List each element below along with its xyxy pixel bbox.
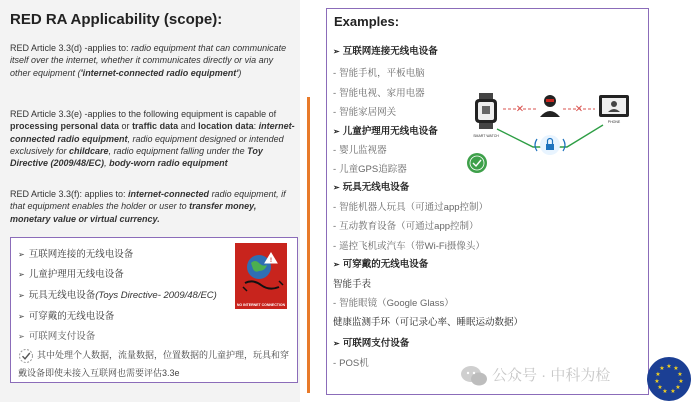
summary-item-label: 互联网连接的无线电设备	[28, 249, 134, 260]
arrow-bullet-icon: ➢	[333, 127, 340, 136]
wechat-icon	[460, 364, 488, 388]
p2-designed: , radio equipment designed or intended exclusively for	[10, 133, 284, 156]
phone-label: PHONE	[607, 120, 621, 124]
watermark	[458, 356, 692, 402]
example-text: 智能电视、家用电器	[339, 88, 425, 99]
p2-or: or	[119, 121, 133, 132]
eu-flag-icon	[646, 356, 692, 402]
example-text: 婴儿监视器	[339, 145, 387, 156]
summary-item	[18, 246, 133, 260]
scope-panel	[0, 0, 300, 402]
svg-text:★: ★	[655, 371, 661, 378]
arrow-bullet-icon: ➢	[333, 47, 340, 56]
article-3-3f-paragraph	[10, 188, 296, 225]
p3-transfer-money: transfer money, monetary value or virtual currency.	[10, 201, 257, 224]
summary-item-label: 儿童护理用无线电设备	[28, 269, 124, 280]
example-item	[333, 199, 488, 213]
poster-caption: NO INTERNET CONNECTION	[236, 303, 286, 307]
summary-item	[18, 266, 124, 280]
cross-icon: ✕	[515, 104, 525, 115]
example-text: 玩具无线电设备	[342, 182, 410, 193]
p2-lead: RED Article 3.3(e) -applies to the following equipment is capable of	[10, 109, 277, 119]
p2-toy-directive: Toy Directive (2009/48/EC)	[10, 145, 263, 169]
example-text: 智能手机，平板电脑	[339, 68, 425, 79]
example-text: 智能手表	[333, 279, 372, 290]
p2-body-worn: body-worn radio equipment	[109, 158, 228, 169]
summary-item-label: 可联网支付设备	[28, 331, 96, 342]
svg-text:★: ★	[675, 384, 681, 391]
p2-traffic-data: traffic data	[132, 121, 179, 132]
dash-bullet: -	[333, 68, 337, 79]
example-category	[333, 43, 438, 57]
svg-text:★: ★	[670, 388, 676, 395]
summary-item	[18, 308, 114, 322]
arrow-bullet-icon: ➢	[18, 312, 25, 321]
example-category	[333, 256, 428, 270]
example-text: 健康监测手环（可记录心率、睡眠运动数据）	[333, 317, 524, 328]
p2-falling: , radio equipment falling under the	[108, 145, 248, 156]
example-category	[333, 179, 409, 193]
dash-bullet: -	[333, 88, 337, 99]
example-text: 互联网连接无线电设备	[342, 46, 438, 57]
svg-text:★: ★	[654, 378, 660, 385]
green-certification-badge-icon	[467, 153, 487, 173]
summary-item-label: 可穿戴的无线电设备	[28, 311, 115, 322]
svg-text:★: ★	[666, 363, 672, 370]
example-item	[333, 161, 407, 175]
scope-title: RED RA Applicability (scope):	[10, 11, 223, 28]
summary-note	[18, 346, 293, 382]
dash-bullet: -	[333, 107, 337, 118]
p2-and: and	[178, 121, 199, 132]
example-item	[333, 276, 371, 290]
example-category	[333, 123, 438, 137]
arrow-bullet-icon: ➢	[18, 270, 25, 279]
example-text: 儿童GPS追踪器	[339, 164, 407, 175]
p1-body: radio equipment that can communicate itself over the internet, whether it communicates directly or via any other equipment (	[10, 43, 287, 78]
summary-item	[18, 287, 217, 301]
example-item	[333, 85, 425, 99]
no-internet-poster-image	[235, 243, 287, 309]
p2-colon: :	[253, 121, 259, 132]
device-connection-diagram	[467, 89, 637, 179]
watch-label: SMART WATCH	[473, 134, 499, 138]
p2-comma: ,	[104, 158, 110, 169]
phone-icon	[599, 95, 629, 117]
example-text: 遥控飞机或汽车（带Wi-Fi摄像头）	[339, 241, 485, 252]
dash-bullet: -	[333, 241, 337, 252]
svg-text:★: ★	[678, 378, 684, 385]
example-item	[333, 65, 425, 79]
summary-item-label: 玩具无线电设备	[28, 290, 96, 301]
arrow-bullet-icon: ➢	[18, 250, 25, 259]
svg-text:★: ★	[662, 388, 668, 395]
svg-text:★: ★	[673, 365, 679, 372]
arrow-bullet-icon: ➢	[333, 183, 340, 192]
dash-bullet: -	[333, 202, 337, 213]
article-3-3e-paragraph	[10, 108, 296, 169]
example-text: 儿童护理用无线电设备	[342, 126, 438, 137]
article-3-3d-paragraph	[10, 42, 296, 79]
p3-lead: RED Article 3.3(f): applies to:	[10, 189, 129, 199]
example-item	[333, 314, 523, 328]
example-text: POS机	[339, 358, 369, 369]
example-text: 智能机器人玩具（可通过app控制）	[339, 202, 489, 213]
example-item	[333, 238, 485, 252]
smartwatch-icon	[475, 93, 497, 129]
p2-childcare: childcare	[69, 145, 109, 156]
arrow-bullet-icon: ➢	[333, 339, 340, 348]
svg-text:!: !	[270, 258, 272, 264]
examples-title: Examples:	[334, 14, 400, 29]
orange-divider	[307, 97, 310, 393]
example-item	[333, 142, 387, 156]
arrow-bullet-icon: ➢	[333, 260, 340, 269]
example-text: 可穿戴的无线电设备	[342, 259, 429, 270]
dash-bullet: -	[333, 221, 337, 232]
globe-warning-icon	[235, 243, 287, 301]
summary-note-text: 其中处理个人数据，流量数据，位置数据的儿童护理，玩具和穿戴设备即使未接入互联网也需要评估3.3e	[18, 350, 290, 378]
svg-text:★: ★	[677, 371, 683, 378]
hacker-icon	[540, 95, 560, 117]
example-text: 互动教育设备（可通过app控制）	[339, 221, 479, 232]
dash-bullet: -	[333, 145, 337, 156]
example-item	[333, 104, 396, 118]
svg-text:★: ★	[657, 384, 663, 391]
check-circle-icon	[18, 348, 34, 364]
toy-directive-note: (Toys Directive- 2009/48/EC)	[95, 290, 217, 301]
p2-location-data: location data	[198, 121, 254, 132]
cross-icon: ✕	[574, 104, 584, 115]
example-item	[333, 295, 454, 309]
arrow-bullet-icon: ➢	[18, 332, 25, 341]
dash-bullet: -	[333, 164, 337, 175]
p3-internet-connected: internet-connected	[128, 189, 210, 199]
p3-body: radio equipment, if that equipment enables the holder or user to	[10, 189, 286, 212]
example-text: 可联网支付设备	[342, 338, 410, 349]
dash-bullet: -	[333, 298, 337, 309]
p2-internet-connected: internet-connected radio equipment	[10, 121, 295, 144]
arrow-bullet-icon: ➢	[18, 291, 25, 300]
watermark-text: 公众号 · 中科为检	[492, 367, 611, 384]
summary-item	[18, 328, 95, 342]
p1-term: 'internet-connected radio equipment'	[80, 67, 239, 78]
p2-personal-data: processing personal data	[10, 121, 120, 132]
example-item	[333, 218, 479, 232]
example-text: 智能家居网关	[339, 107, 397, 118]
svg-text:★: ★	[659, 365, 665, 372]
example-category	[333, 335, 409, 349]
p1-close: )	[238, 67, 242, 78]
examples-panel	[326, 8, 649, 395]
dash-bullet: -	[333, 358, 337, 369]
example-text: 智能眼镜（Google Glass）	[339, 298, 454, 309]
p1-lead: RED Article 3.3(d) -applies to:	[10, 43, 132, 53]
example-item	[333, 355, 369, 369]
